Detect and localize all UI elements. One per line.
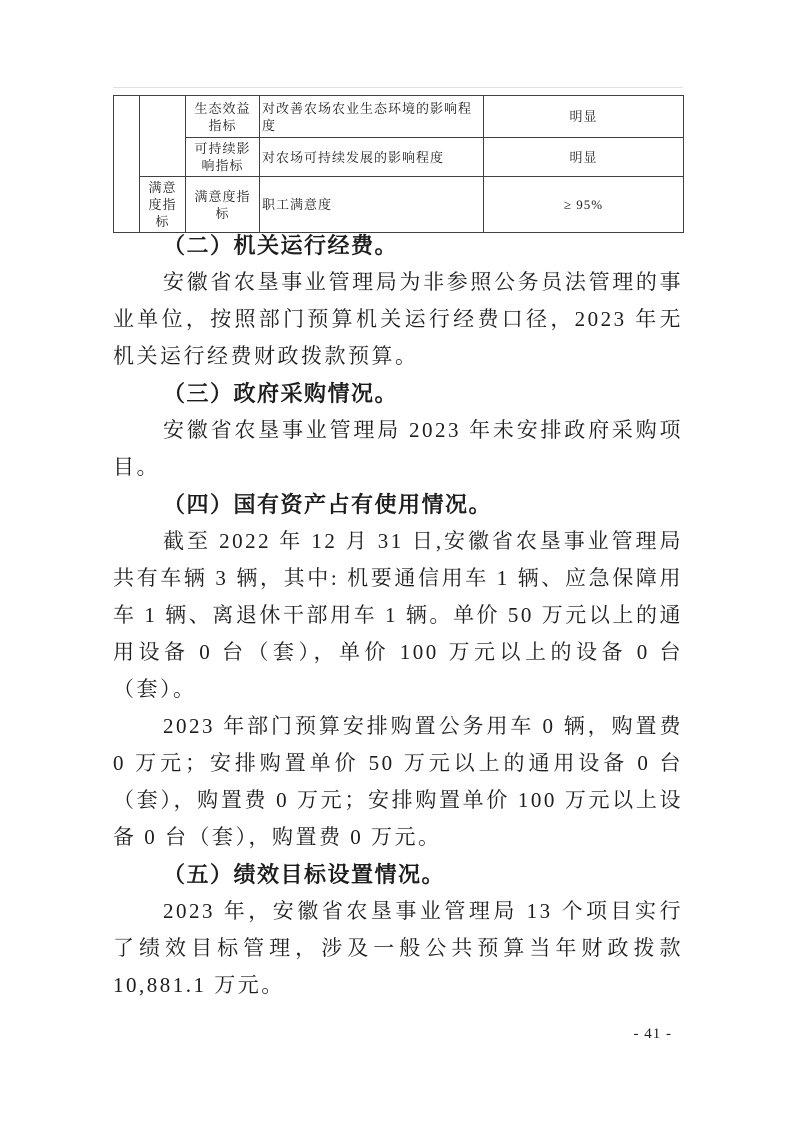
paragraph: 截至 2022 年 12 月 31 日,安徽省农垦事业管理局共有车辆 3 辆，其中: 机要通信用车 1 辆、应急保障用车 1 辆、离退休干部用车 1 辆。单价 50 万元以上的通用设备 0 台（套），单价 100 万元以上的设备 0 台（套）。	[113, 529, 683, 701]
table-cell-description: 对改善农场农业生态环境的影响程度	[260, 96, 484, 138]
table-cell-value: 明显	[484, 138, 684, 177]
section-heading-5: （五）绩效目标设置情况。	[163, 862, 446, 887]
table-cell-description: 对农场可持续发展的影响程度	[260, 138, 484, 177]
paragraph: 安徽省农垦事业管理局为非参照公务员法管理的事业单位，按照部门预算机关运行经费口径，2023 年无机关运行经费财政拨款预算。	[113, 270, 683, 368]
page-break-table-edge	[113, 87, 683, 88]
table-cell-description: 职工满意度	[260, 177, 484, 233]
table-cell-value: 明显	[484, 96, 684, 138]
table-cell-value: ≥ 95%	[484, 177, 684, 233]
page-number: - 41 -	[633, 1026, 672, 1042]
table-cell-indicator: 可持续影响指标	[186, 138, 260, 177]
section-heading-4: （四）国有资产占有使用情况。	[163, 492, 493, 517]
table-row	[114, 177, 684, 233]
table-row	[114, 96, 684, 138]
table-cell-indicator: 满意度指标	[186, 177, 260, 233]
table-row	[114, 138, 684, 177]
table-cell-indicator: 生态效益指标	[186, 96, 260, 138]
table-cell-level2-category: 满意度指标	[140, 177, 186, 233]
document-body	[113, 227, 683, 1004]
section-heading-3: （三）政府采购情况。	[163, 381, 399, 406]
paragraph: 2023 年，安徽省农垦事业管理局 13 个项目实行了绩效目标管理，涉及一般公共预算当年财政拨款 10,881.1 万元。	[113, 899, 683, 997]
paragraph: 安徽省农垦事业管理局 2023 年未安排政府采购项目。	[113, 418, 683, 479]
table-cell-level2-category-empty	[140, 96, 186, 177]
paragraph: 2023 年部门预算安排购置公务用车 0 辆，购置费 0 万元；安排购置单价 50 万元以上的通用设备 0 台（套），购置费 0 万元；安排购置单价 100 万元以上设备 0 台（套），购置费 0 万元。	[113, 714, 683, 849]
table-cell-level1-category	[114, 96, 140, 233]
performance-indicator-table	[113, 95, 684, 233]
section-heading-2: （二）机关运行经费。	[163, 233, 399, 258]
